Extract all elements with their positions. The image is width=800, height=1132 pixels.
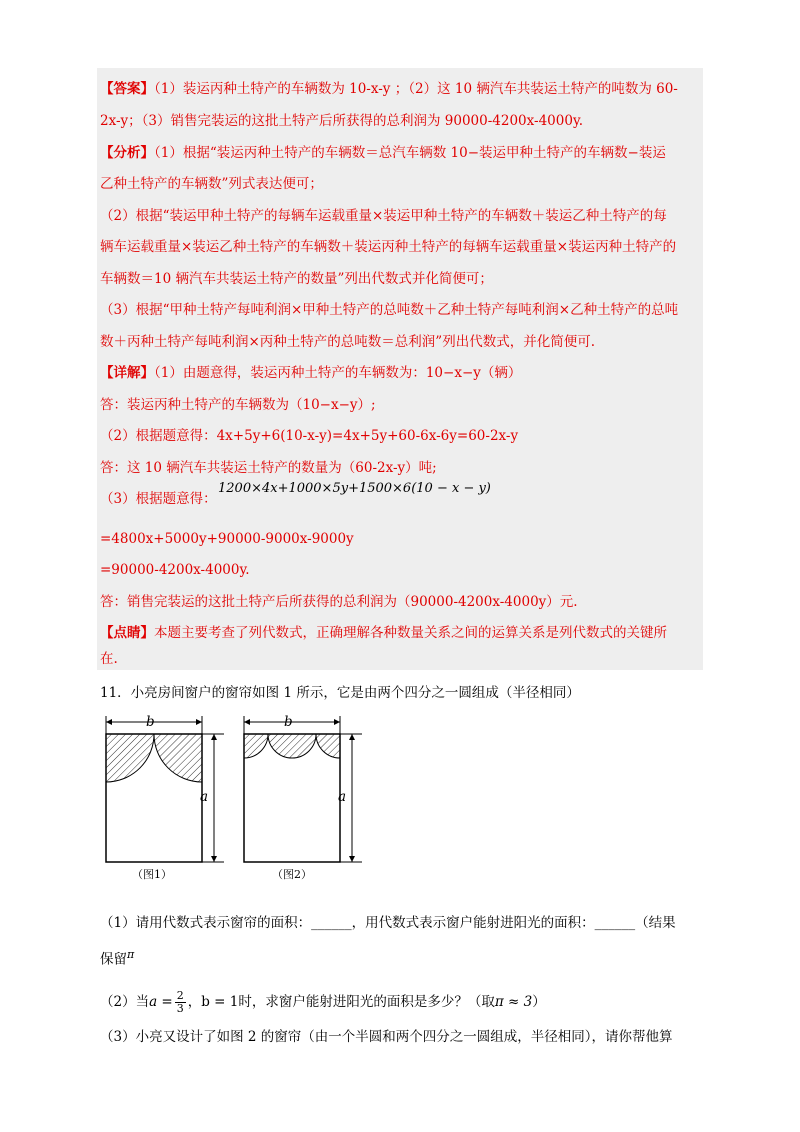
detail-line-6: =4800x+5000y+90000-9000x-9000y <box>100 531 354 547</box>
analysis-tag: 【分析】 <box>100 145 154 161</box>
question-1-line-1: （1）请用代数式表示窗帘的面积：______，用代数式表示窗户能射进阳光的面积：______（结果 <box>100 915 676 931</box>
detail-line-5: （3）根据题意得： <box>100 491 217 507</box>
detail-line-7: =90000-4200x-4000y. <box>100 562 250 578</box>
question-3: （3）小亮又设计了如图 2 的窗帘（由一个半圆和两个四分之一圆组成，半径相同），请你帮他算 <box>100 1029 673 1045</box>
fig2-b-label: b <box>284 714 293 730</box>
answer-tag: 【答案】 <box>100 81 154 97</box>
detail-line-8: 答：销售完装运的这批土特产后所获得的总利润为（90000-4200x-4000y）元. <box>100 594 578 610</box>
analysis-line-1: 【分析】（1）根据“装运丙种土特产的车辆数＝总汽车辆数 10−装运甲种土特产的车辆数−装运 <box>100 145 666 161</box>
detail-formula: 1200×4x+1000×5y+1500×6(10 − x − y) <box>218 481 491 496</box>
fig1-caption: （图1） <box>132 868 172 881</box>
detail-line-2: 答：装运丙种土特产的车辆数为（10−x−y）; <box>100 397 376 413</box>
question-2: （2）当a = $\frac{2}{3}$ ，b = 1时，求窗户能射进阳光的面积是多少？（取π ≈ 3） <box>100 989 546 1015</box>
pi-symbol: π <box>127 948 135 961</box>
analysis-line-7: 数＋丙种土特产每吨利润×丙种土特产的总吨数＝总利润”列出代数式，并化简便可. <box>100 334 596 350</box>
detail-line-1: 【详解】（1）由题意得，装运丙种土特产的车辆数为：10−x−y（辆） <box>100 365 522 381</box>
analysis-line-6: （3）根据“甲种土特产每吨利润×甲种土特产的总吨数＋乙种土特产每吨利润×乙种土特产的总吨 <box>100 302 679 318</box>
detail-tag: 【详解】 <box>100 365 154 381</box>
question-stem: 11．小亮房间窗户的窗帘如图 1 所示，它是由两个四分之一圆组成（半径相同） <box>100 685 580 701</box>
fig2-a-label: a <box>338 789 347 805</box>
fig1-b-label: b <box>146 714 155 730</box>
analysis-line-4: 辆车运载重量×装运乙种土特产的车辆数＋装运丙种土特产的每辆车运载重量×装运丙种土特产的 <box>100 239 677 255</box>
figure-2 <box>236 712 368 884</box>
analysis-line-2: 乙种土特产的车辆数”列式表达便可； <box>100 176 323 192</box>
detail-line-3: （2）根据题意得：4x+5y+6(10-x-y)=4x+5y+60-6x-6y=60-2x-y <box>100 428 519 444</box>
fig2-caption: （图2） <box>272 868 312 881</box>
question-1-line-2: 保留$^\pi$ <box>100 948 135 968</box>
fig1-a-label: a <box>200 789 209 805</box>
figure-1 <box>98 712 230 884</box>
answer-line-2: 2x-y；（3）销售完装运的这批土特产后所获得的总利润为 90000-4200x-4000y. <box>100 113 584 129</box>
answer-line-1: 【答案】（1）装运丙种土特产的车辆数为 10-x-y ；（2）这 10 辆汽车共装运土特产的吨数为 60- <box>100 81 678 97</box>
detail-line-4: 答：这 10 辆汽车共装运土特产的数量为（60-2x-y）吨; <box>100 460 437 476</box>
analysis-line-3: （2）根据“装运甲种土特产的每辆车运载重量×装运甲种土特产的车辆数＋装运乙种土特产的每 <box>100 208 667 224</box>
fraction-two-thirds: $\frac{2}{3}$ <box>176 989 184 1015</box>
comment-line-1: 【点睛】本题主要考查了列代数式，正确理解各种数量关系之间的运算关系是列代数式的关键所 <box>100 625 667 641</box>
comment-tag: 【点睛】 <box>100 625 154 641</box>
analysis-line-5: 车辆数＝10 辆汽车共装运土特产的数量”列出代数式并化简便可； <box>100 271 493 287</box>
comment-line-2: 在. <box>100 651 118 667</box>
